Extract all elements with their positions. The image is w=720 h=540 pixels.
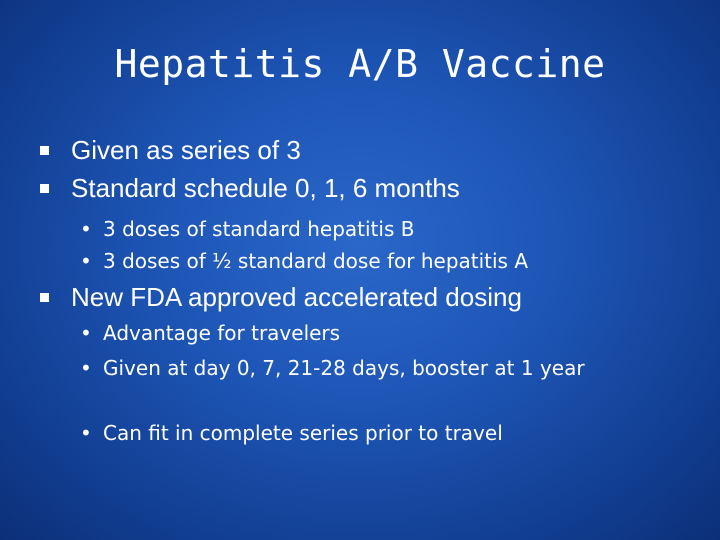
bullet-text: New FDA approved accelerated dosing xyxy=(71,282,522,312)
dot-bullet-icon: • xyxy=(80,421,92,445)
dot-bullet-icon: • xyxy=(80,356,92,380)
square-bullet-icon xyxy=(40,293,49,302)
dot-bullet-icon: • xyxy=(80,321,92,345)
slide-title: Hepatitis A/B Vaccine xyxy=(114,42,606,86)
bullet-text: Standard schedule 0, 1, 6 months xyxy=(71,173,460,203)
square-bullet-icon xyxy=(40,146,49,155)
bullet-text: Given as series of 3 xyxy=(71,135,301,165)
sub-bullet-text: Given at day 0, 7, 21-28 days, booster at 1 year xyxy=(103,356,585,380)
sub-bullet-text: Can fit in complete series prior to travel xyxy=(103,421,503,445)
square-bullet-icon xyxy=(40,184,49,193)
sub-bullet-text: Advantage for travelers xyxy=(103,321,341,345)
dot-bullet-icon: • xyxy=(80,249,92,273)
dot-bullet-icon: • xyxy=(80,217,92,241)
sub-bullet-text: 3 doses of ½ standard dose for hepatitis A xyxy=(103,249,529,273)
sub-bullet-text: 3 doses of standard hepatitis B xyxy=(103,217,415,241)
